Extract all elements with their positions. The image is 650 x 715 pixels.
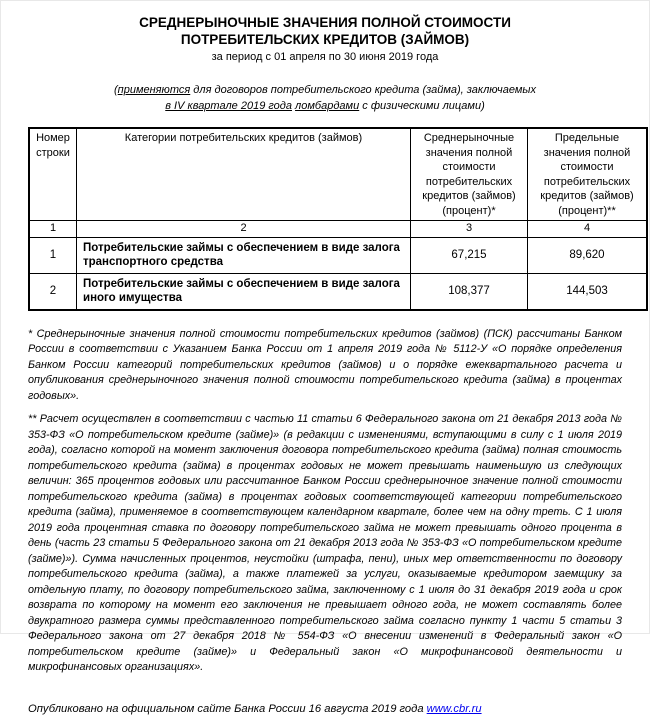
column-number-2: 2 <box>77 221 411 238</box>
row-number: 2 <box>29 273 77 310</box>
page-title <box>28 14 622 48</box>
note-underlined-pawnshops: ломбардами <box>295 100 360 112</box>
row-number: 1 <box>29 237 77 273</box>
header-cell-average-values: Среднерыночные значения полной стоимости потребительских кредитов (займов) (процент)* <box>411 128 528 221</box>
header-cell-row-number: Номер строки <box>29 128 77 221</box>
applicability-note <box>28 82 622 114</box>
column-number-4: 4 <box>528 221 648 238</box>
column-number-1: 1 <box>29 221 77 238</box>
publication-footer <box>28 703 622 715</box>
row-average-value: 67,215 <box>411 237 528 273</box>
cbr-link[interactable]: www.cbr.ru <box>426 702 482 715</box>
psk-values-table <box>28 127 648 311</box>
footnote-psk-calculation: * Среднерыночные значения полной стоимости потребительских кредитов (займов) (ПСК) рассчитаны Банком России в соответствии с Указанием Банка России от 1 апреля 2019 года № 5112-У «О порядке определения Банком России категорий потребительских кредитов (займов) и о порядке ежеквартального расчета и опубликования среднерыночного значения полной стоимости потребительского кредита (займа) в процентах годовых». <box>28 327 622 402</box>
row-limit-value: 144,503 <box>528 273 648 310</box>
page-title-line-1: СРЕДНЕРЫНОЧНЫЕ ЗНАЧЕНИЯ ПОЛНОЙ СТОИМОСТИ <box>139 15 511 30</box>
row-category: Потребительские займы с обеспечением в виде залога транспортного средства <box>77 237 411 273</box>
document-content <box>1 1 649 715</box>
period-subtitle: за период с 01 апреля по 30 июня 2019 года <box>211 51 439 63</box>
column-numbering-row <box>29 221 647 238</box>
note-underlined-quarter: в IV квартале 2019 года <box>165 100 292 112</box>
table-header-row <box>29 128 647 221</box>
row-average-value: 108,377 <box>411 273 528 310</box>
applicability-note-line-1 <box>28 82 622 98</box>
table-row <box>29 273 647 310</box>
table-row <box>29 237 647 273</box>
note-text-2: с физическими лицами) <box>359 100 485 112</box>
footnote-limit-calculation: ** Расчет осуществлен в соответствии с частью 11 статьи 6 Федерального закона от 21 декабря 2013 года № 353-ФЗ «О потребительском кредите (займе)» (в редакции с изменениями, вступающими в силу с 1 июля 2019 года), согласно которой на момент заключения договора потребительского кредита (займа) полная стоимость потребительского кредита (займа) в процентах годовых не может превышать наименьшую из следующих величин: 365 процентов годовых или рассчитанное Банком России среднерыночное значение полной стоимости потребительского кредита (займа) в процентах годовых соответствующей категории потребительского кредита (займа), применяемое в соответствующем календарном квартале, более чем на одну треть. С 1 июля 2019 года процентная ставка по договору потребительского займа не может превышать одного процента в день (часть 23 статьи 5 Федерального закона от 21 декабря 2013 года № 353-ФЗ «О потребительском кредите (займе)»). Сумма начисленных процентов, неустойки (штрафа, пени), иных мер ответственности по договору потребительского кредита (займа), а также платежей за услуги, оказываемые кредитором заемщику за отдельную плату, по договору потребительского займа, заключенному с 1 июля до 31 декабря 2019 года и срок возврата по которому на момент его заключения не превышает одного года, не может составлять более двукратного размера суммы представленного потребительского займа согласно пункту 1 части 5 статьи 3 Федерального закона от 27 декабря 2018 № 554-ФЗ «О внесении изменений в Федеральный закон «О потребительском кредите (займе)» и Федеральный закон «О микрофинансовой деятельности и микрофинансовых организациях». <box>28 413 622 673</box>
row-category: Потребительские займы с обеспечением в виде залога иного имущества <box>77 273 411 310</box>
note-underlined-applies: применяются <box>117 84 191 96</box>
header-cell-limit-values: Предельные значения полной стоимости потребительских кредитов (займов) (процент)** <box>528 128 648 221</box>
note-text-1: для договоров потребительского кредита (займа), заключаемых <box>190 84 536 96</box>
row-limit-value: 89,620 <box>528 237 648 273</box>
header-cell-categories: Категории потребительских кредитов (займов) <box>77 128 411 221</box>
page-title-line-2: ПОТРЕБИТЕЛЬСКИХ КРЕДИТОВ (ЗАЙМОВ) <box>180 32 470 47</box>
column-number-3: 3 <box>411 221 528 238</box>
note-open-paren: ( <box>114 84 118 96</box>
applicability-note-line-2 <box>28 98 622 114</box>
publication-footer-text: Опубликовано на официальном сайте Банка России 16 августа 2019 года <box>28 702 427 715</box>
